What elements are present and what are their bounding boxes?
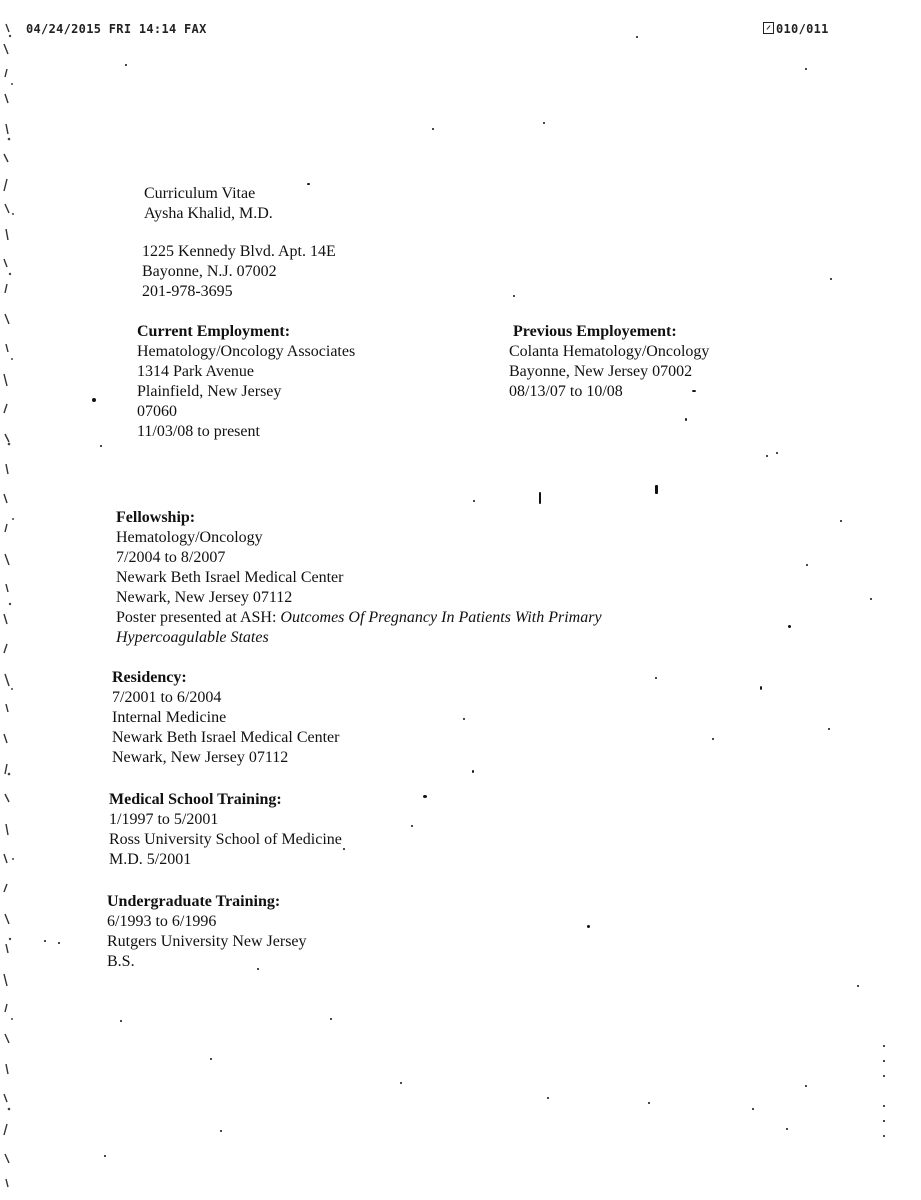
- scan-speck: [432, 128, 434, 130]
- current-employment-line: Plainfield, New Jersey: [137, 383, 282, 400]
- scan-speck: [547, 1097, 549, 1099]
- scan-speck: [58, 942, 60, 944]
- scan-speck: [539, 492, 541, 504]
- fellowship-line: Newark Beth Israel Medical Center: [116, 569, 344, 586]
- residency-section: [112, 668, 339, 768]
- scan-speck: [805, 1085, 807, 1087]
- undergraduate-heading: Undergraduate Training:: [107, 893, 281, 910]
- medical-school-section: [109, 790, 342, 870]
- scan-speck: [655, 485, 658, 494]
- address-city: Bayonne, N.J. 07002: [142, 263, 277, 280]
- scan-speck: [828, 728, 830, 730]
- scan-speck: [857, 985, 859, 987]
- cv-name: Aysha Khalid, M.D.: [144, 205, 273, 222]
- residency-line: Internal Medicine: [112, 709, 227, 726]
- scan-speck: [883, 1105, 885, 1107]
- medical-school-line: Ross University School of Medicine: [109, 831, 342, 848]
- scan-speck: [330, 1018, 332, 1020]
- residency-heading: Residency:: [112, 669, 187, 686]
- fellowship-line: 7/2004 to 8/2007: [116, 549, 226, 566]
- scan-speck: [636, 36, 638, 38]
- previous-employment-line: Colanta Hematology/Oncology: [509, 343, 710, 360]
- current-employment-line: 1314 Park Avenue: [137, 363, 255, 380]
- poster-prefix: Poster presented at ASH:: [116, 609, 277, 626]
- previous-employment-heading: Previous Employement:: [513, 323, 677, 340]
- medical-school-heading: Medical School Training:: [109, 791, 282, 808]
- scan-speck: [685, 418, 687, 421]
- current-employment-heading: Current Employment:: [137, 323, 291, 340]
- undergraduate-line: B.S.: [107, 953, 135, 970]
- undergraduate-section: [107, 892, 307, 972]
- previous-employment-line: 08/13/07 to 10/08: [509, 383, 623, 400]
- scan-speck: [472, 770, 474, 773]
- scan-speck: [513, 295, 515, 297]
- scan-speck: [840, 520, 842, 522]
- address-street: 1225 Kennedy Blvd. Apt. 14E: [142, 243, 336, 260]
- fellowship-section: [116, 508, 602, 648]
- poster-title: Outcomes Of Pregnancy In Patients With Primary: [280, 609, 602, 626]
- medical-school-line: M.D. 5/2001: [109, 851, 192, 868]
- scan-speck: [883, 1135, 885, 1137]
- residency-line: Newark Beth Israel Medical Center: [112, 729, 340, 746]
- scan-speck: [400, 1082, 402, 1084]
- scan-speck: [543, 122, 545, 124]
- scan-speck: [883, 1045, 885, 1047]
- fellowship-heading: Fellowship:: [116, 509, 196, 526]
- residency-line: Newark, New Jersey 07112: [112, 749, 289, 766]
- scan-speck: [125, 64, 127, 66]
- scan-speck: [92, 398, 96, 402]
- scan-speck: [788, 625, 791, 628]
- scan-speck: [104, 1155, 106, 1157]
- scan-speck: [692, 390, 696, 392]
- fellowship-line: Newark, New Jersey 07112: [116, 589, 293, 606]
- fax-header-left: 04/24/2015 FRI 14:14 FAX: [26, 22, 207, 36]
- scan-speck: [883, 1060, 885, 1062]
- scan-speck: [587, 925, 590, 928]
- scan-speck: [44, 940, 46, 942]
- scan-speck: [220, 1130, 222, 1132]
- scan-speck: [760, 686, 762, 690]
- address-block: [142, 242, 336, 302]
- poster-title-continued: Hypercoagulable States: [116, 629, 269, 646]
- previous-employment-line: Bayonne, New Jersey 07002: [509, 363, 693, 380]
- scan-speck: [307, 183, 310, 185]
- current-employment-section: [137, 322, 355, 442]
- scan-speck: [100, 445, 102, 447]
- scan-speck: [776, 452, 778, 454]
- previous-employment-section: [509, 322, 709, 402]
- current-employment-line: Hematology/Oncology Associates: [137, 343, 356, 360]
- scan-speck: [752, 1108, 754, 1110]
- address-phone: 201-978-3695: [142, 283, 233, 300]
- scan-speck: [423, 795, 427, 798]
- undergraduate-line: 6/1993 to 6/1996: [107, 913, 217, 930]
- scan-speck: [870, 598, 872, 600]
- scan-speck: [883, 1120, 885, 1122]
- scan-speck: [805, 68, 807, 70]
- scan-speck: [473, 500, 475, 502]
- undergraduate-line: Rutgers University New Jersey: [107, 933, 307, 950]
- fax-checkbox-icon: [763, 22, 774, 34]
- poster-line: [116, 608, 602, 628]
- scan-speck: [463, 718, 465, 720]
- fellowship-line: Hematology/Oncology: [116, 529, 263, 546]
- current-employment-line: 11/03/08 to present: [137, 423, 260, 440]
- scan-speck: [712, 738, 714, 740]
- scan-speck: [648, 1102, 650, 1104]
- residency-line: 7/2001 to 6/2004: [112, 689, 222, 706]
- scan-speck: [655, 677, 657, 679]
- scan-speck: [830, 278, 832, 280]
- scan-speck: [257, 968, 259, 970]
- medical-school-line: 1/1997 to 5/2001: [109, 811, 219, 828]
- fax-header-right: [763, 22, 829, 36]
- fax-page-count: 010/011: [776, 22, 829, 36]
- cv-title-block: [144, 184, 273, 224]
- scan-speck: [766, 455, 768, 457]
- scan-speck: [120, 1020, 122, 1022]
- current-employment-line: 07060: [137, 403, 177, 420]
- scan-speck: [806, 564, 808, 566]
- scan-speck: [210, 1058, 212, 1060]
- cv-title: Curriculum Vitae: [144, 185, 256, 202]
- scan-edge-noise: [0, 14, 26, 1194]
- scan-speck: [786, 1128, 788, 1130]
- scan-speck: [411, 825, 413, 827]
- scan-speck: [883, 1075, 885, 1077]
- scan-speck: [343, 848, 345, 850]
